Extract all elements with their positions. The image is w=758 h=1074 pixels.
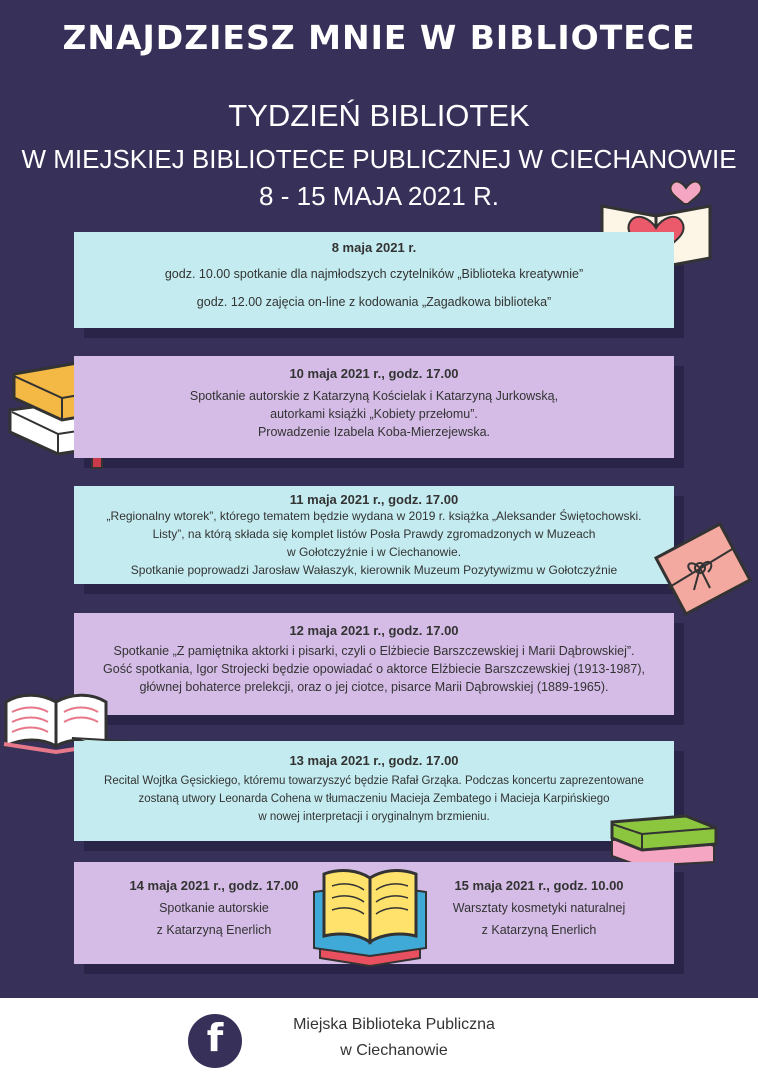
event-line: z Katarzyną Enerlich [156,923,272,937]
event-15-may [434,878,644,939]
event-line: Recital Wojtka Gęsickiego, któremu towarzyszyć będzie Rafał Grząka. Podczas koncertu zaprezentowane [104,775,644,787]
event-line: zostaną utwory Leonarda Cohena w tłumaczeniu Macieja Zembatego i Macieja Karpińskiego [138,793,610,805]
footer-line: w Ciechanowie [340,1042,448,1059]
event-week-title: TYDZIEŃ BIBLIOTEK [228,98,530,133]
event-date: 10 maja 2021 r., godz. 17.00 [289,366,459,381]
event-line: w nowej interpretacji i oryginalnym brzmieniu. [258,811,490,823]
library-name: W MIEJSKIEJ BIBLIOTECE PUBLICZNEJ W CIECHANOWIE [21,144,737,174]
event-line: Prowadzenie Izabela Koba-Mierzejewska. [257,425,491,439]
event-date: 8 maja 2021 r. [331,240,417,255]
event-card-10-may [74,356,674,458]
event-line: z Katarzyną Enerlich [481,923,597,937]
footer-line: Miejska Biblioteka Publiczna [293,1016,495,1033]
event-line: Spotkanie autorskie z Katarzyną Kościelak i Katarzyną Jurkowską, [189,389,559,403]
event-line: „Regionalny wtorek”, którego tematem będzie wydana w 2019 r. książka „Aleksander Świętochowski. [106,509,642,523]
event-line: Warsztaty kosmetyki naturalnej [452,901,626,915]
facebook-letter: f [206,1016,224,1060]
event-line: w Gołotczyźnie i w Ciechanowie. [286,545,462,559]
event-card-8-may [74,232,674,328]
event-card-11-may [74,486,674,584]
event-line: autorkami książki „Kobiety przełomu”. [270,407,478,421]
open-book-icon [300,862,440,972]
poster-title: ZNAJDZIESZ MNIE W BIBLIOTECE [62,18,696,57]
event-card-12-may [74,613,674,715]
event-card-13-may [74,741,674,841]
event-14-may [114,878,314,939]
notebook-icon [650,518,754,618]
event-line: Spotkanie poprowadzi Jarosław Wałaszyk, kierownik Muzeum Pozytywizmu w Gołotczyźnie [130,563,618,577]
event-date: 14 maja 2021 r., godz. 17.00 [129,878,299,893]
event-date: 12 maja 2021 r., godz. 17.00 [289,623,459,638]
event-line: godz. 12.00 zajęcia on-line z kodowania „Zagadkowa biblioteka” [196,295,552,309]
event-line: głównej bohaterce prelekcji, oraz o jej ciotce, pisarce Marii Dąbrowskiej (1889-1965). [139,680,609,694]
event-line: godz. 10.00 spotkanie dla najmłodszych czytelników „Biblioteka kreatywnie” [164,267,584,281]
green-book-stack-icon [606,808,720,870]
event-line: Gość spotkania, Igor Strojecki będzie opowiadać o aktorce Elżbiecie Barszczewskiej (1913-1987), [103,662,645,676]
event-line: Listy”, na którą składa się komplet listów Posła Prawdy zgromadzonych w Muzeach [152,527,596,541]
event-date: 11 maja 2021 r., godz. 17.00 [289,492,459,507]
footer-library-name [264,1012,524,1064]
event-dates: 8 - 15 MAJA 2021 R. [259,181,499,211]
facebook-icon[interactable] [188,1014,242,1068]
event-line: Spotkanie autorskie [159,901,269,915]
event-date: 13 maja 2021 r., godz. 17.00 [289,753,459,768]
event-line: Spotkanie „Z pamiętnika aktorki i pisarki, czyli o Elżbiecie Barszczewskiej i Marii Dąbrowskiej”. [113,644,635,658]
event-date: 15 maja 2021 r., godz. 10.00 [454,878,624,893]
